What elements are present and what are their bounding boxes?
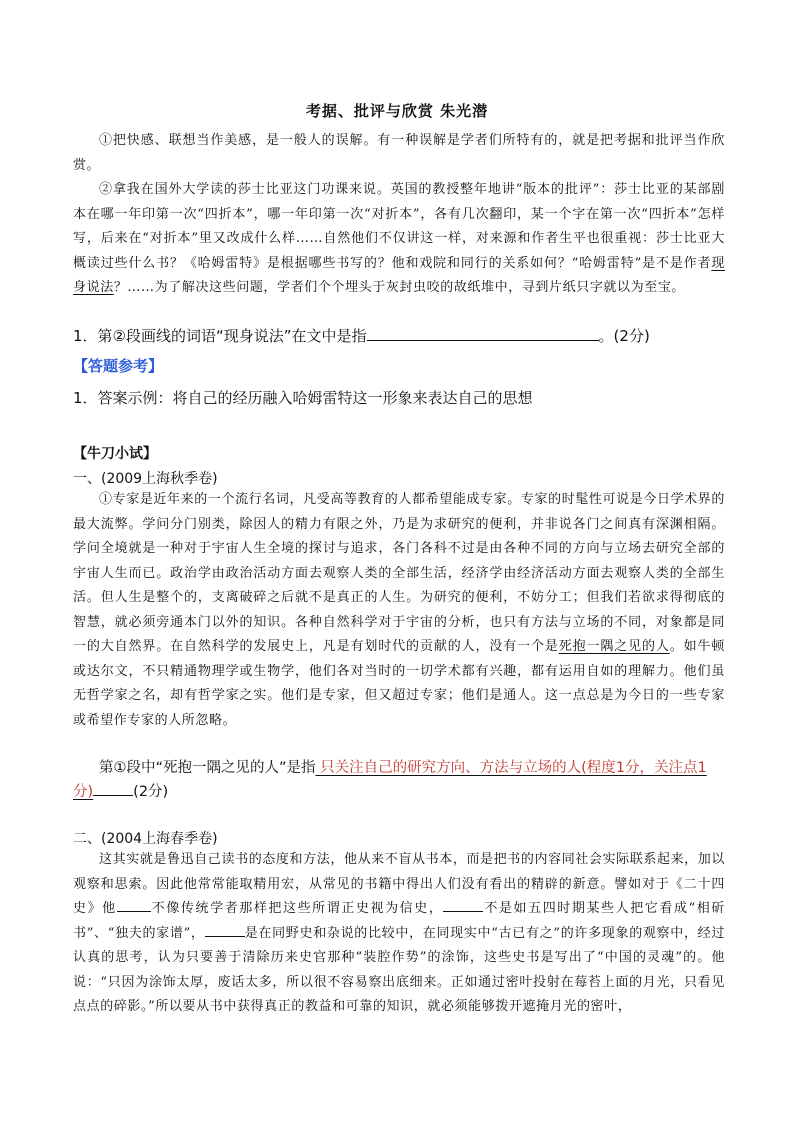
section-2-paragraph bbox=[73, 848, 725, 1020]
fill-blank-2 bbox=[443, 899, 483, 912]
section-1-answer: 只关注自己的研究方向、方法与立场的人(程度1分，关注点1分) bbox=[73, 760, 707, 800]
section-2-text-d: 是在同野史和杂说的比较中，在同现实中“古已有之”的许多现象的观察中，经过认真的思考，认为只要善于清除历来史官那种“装腔作势”的涂饰，这些史书是写出了“中国的灵魂”的。他说：“只因为涂饰太厚，废话太多，所以很不容易察出底细来。正如通过密叶投射在莓苔上面的月光，只看见点点的碎影。”所以要从书中获得真正的教益和可靠的知识，就必须能够拨开遮掩月光的密叶， bbox=[73, 925, 725, 1014]
section-2-text-b: 不像传统学者那样把这些所谓正史视为信史， bbox=[150, 901, 444, 916]
answer-blank-2 bbox=[93, 783, 133, 796]
section-1-label: 一、(2009上海秋季卷) bbox=[73, 471, 218, 487]
section-2-label: 二、(2004上海春季卷) bbox=[73, 831, 218, 847]
fill-blank-3 bbox=[205, 924, 245, 937]
section-1-text-after: 。如牛顿或达尔文，不只精通物理学或生物学，他们各对当时的一切学术都有兴趣，都有运用自如的理解力。他们虽无哲学家之名，却有哲学家之实。他们是专家，但又超过专家；他们是通人。这一点总是为今日的一些专家或希望作专家的人所忽略。 bbox=[73, 639, 725, 728]
section-2-text-a: 这其实就是鲁迅自己读书的态度和方法，他从来不盲从书本，而是把书的内容同社会实际联系起来，加以观察和思索。因此他常常能取精用宏，从常见的书籍中得出人们没有看出的精辟的新意。譬如对于《二十四史》他 bbox=[73, 852, 725, 916]
fill-blank-1 bbox=[117, 899, 151, 912]
question-1 bbox=[73, 324, 733, 348]
underlined-phrase-2: 死抱一隅之见的人 bbox=[558, 639, 670, 654]
question-1-prompt: 1．第②段画线的词语“现身说法”在文中是指 bbox=[73, 327, 367, 345]
answer-reference-heading: 【答题参考】 bbox=[73, 357, 164, 375]
section-1-question bbox=[73, 756, 723, 804]
question-1-score: 。(2分) bbox=[598, 327, 650, 345]
passage1-paragraph-1: ①把快感、联想当作美感，是一般人的误解。有一种误解是学者们所特有的，就是把考据和批评当作欣赏。 bbox=[73, 133, 725, 173]
passage1-p2-text-after: ？……为了解决这些问题，学者们个个埋头于灰封虫咬的故纸堆中，寻到片纸只字就以为至宝。 bbox=[113, 280, 686, 295]
passage1-paragraph-2 bbox=[73, 178, 725, 301]
section-2-text-c: 不是如五四时期某些人把它看成“相斫书”、“独夫的家谱”， bbox=[73, 901, 725, 941]
document-title: 考据、批评与欣赏 朱光潜 bbox=[305, 102, 489, 120]
section-1-text-before: ①专家是近年来的一个流行名词，凡受高等教育的人都希望能成专家。专家的时髦性可说是今日学术界的最大流弊。学问分门别类，除因人的精力有限之外，乃是为求研究的便利，并非说各门之间真有深渊相隔。学问全境就是一种对于宇宙人生全境的探讨与追求，各门各科不过是由各种不同的方向与立场去研究全部的宇宙人生而已。政治学由政治活动方面去观察人类的全部生活，经济学由经济活动方面去观察人类的全部生活。但人生是整个的，支离破碎之后就不是真正的人生。为研究的便利，不妨分工；但我们若欲求得彻底的智慧，就必须旁通本门以外的知识。各种自然科学对于宇宙的分析，也只有方法与立场的不同，对象都是同一的大自然界。在自然科学的发展史上，凡是有划时代的贡献的人，没有一个是 bbox=[73, 492, 725, 654]
practice-heading: 【牛刀小试】 bbox=[73, 446, 157, 462]
underlined-phrase: 现身说法 bbox=[73, 255, 725, 295]
answer-1: 1．答案示例：将自己的经历融入哈姆雷特这一形象来表达自己的思想 bbox=[73, 389, 533, 407]
section-1-question-prompt: 第①段中“死抱一隅之见的人”是指 bbox=[99, 760, 316, 776]
passage1-p2-text-before: ②拿我在国外大学读的莎士比亚这门功课来说。英国的教授整年地讲“版本的批评”：莎士比亚的某部剧本在哪一年印第一次“四折本”，哪一年印第一次“对折本”，各有几次翻印，某一个字在第一次“四折本”怎样写，后来在“对折本”里又改成什么样……自然他们不仅讲这一样，对来源和作者生平也很重视：莎士比亚大概读过些什么书？《哈姆雷特》是根据哪些书写的？他和戏院和同行的关系如何？“哈姆雷特”是不是作者 bbox=[73, 182, 725, 271]
section-1-paragraph bbox=[73, 488, 725, 733]
section-1-question-score: (2分) bbox=[133, 784, 169, 800]
answer-blank bbox=[367, 326, 599, 341]
